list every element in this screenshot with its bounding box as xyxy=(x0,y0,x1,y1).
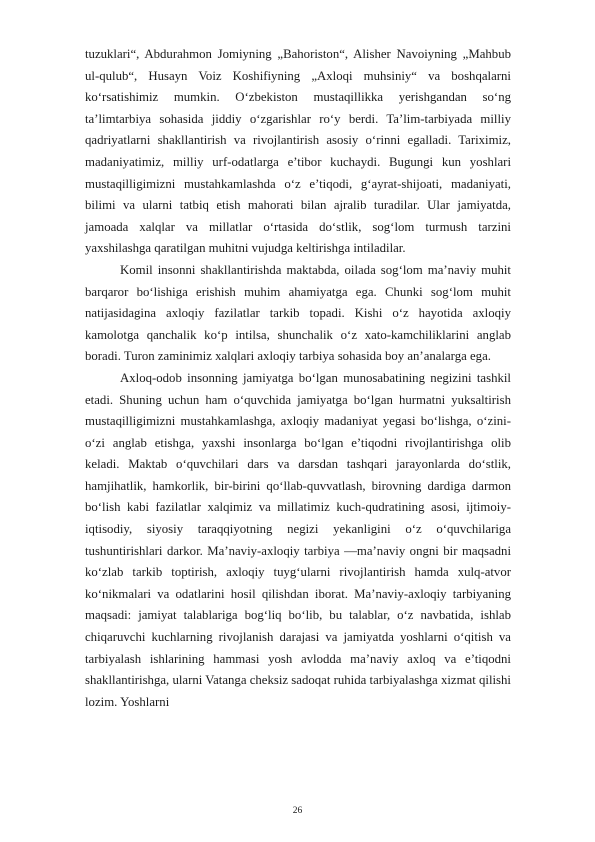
paragraph-axloq-odob: Axloq-odob insonning jamiyatga bo‘lgan munosabatining negizini tashkil etadi. Shuning uchun ham o‘quvchida jamiyatga bo‘lgan hurmatni yuksaltirish mustaqilligimizni mustahkamlashga, axloqiy madaniyat yegasi bo‘lishga, o‘zini-o‘zi anglab etishga, yaxshi insonlarga bo‘lgan e’tiqodni rivojlantirishga olib keladi. Maktab o‘quvchilari dars va darsdan tashqari jarayonlarda do‘stlik, hamjihatlik, hamkorlik, bir-birini qo‘llab-quvvatlash, birovning dardiga darmon bo‘lish kabi fazilatlar xalqimiz va millatimiz kuch-qudratining asosi, ijtimoiy-iqtisodiy, siyosiy taraqqiyotning negizi yekanligini o‘z o‘quvchilariga tushuntirishlari darkor. Ma’naviy-axloqiy tarbiya —ma’naviy ongni bir maqsadni ko‘zlab tarkib toptirish, axloqiy tuyg‘ularni rivojlantirish hamda xulq-atvor ko‘nikmalari va odatlarini hosil qilishdan iborat. Ma’naviy-axloqiy tarbiyaning maqsadi: jamiyat talablariga bog‘liq bo‘lib, bu talablar, o‘z navbatida, ishlab chiqaruvchi kuchlarning rivojlanish darajasi va jamiyatda yoshlarni o‘qitish va tarbiyalash ishlarining hammasi yosh avlodda ma’naviy axloq va e’tiqodni shakllantirishga, ularni Vatanga cheksiz sadoqat ruhida tarbiyalashga xizmat qilishi lozim. Yoshlarni xyxy=(85,370,511,709)
document-body xyxy=(85,44,511,713)
paragraph-continuation: tuzuklari“, Abdurahmon Jomiyning „Bahoriston“, Alisher Navoiyning „Mahbub ul-qulub“, Husayn Voiz Koshifiyning „Axloqi muhsiniy“ va boshqalarni ko‘rsatishimiz mumkin. O‘zbekiston mustaqillikka yerishgandan so‘ng ta’limtarbiya sohasida jiddiy o‘zgarishlar ro‘y berdi. Ta’lim-tarbiyada milliy qadriyatlarni shakllantirish va rivojlantirish asosiy o‘rinni egalladi. Tariximiz, madaniyatimiz, milliy urf-odatlarga e’tibor kuchaydi. Bugungi kun yoshlari mustaqilligimizni mustahkamlashda o‘z e’tiqodi, g‘ayrat-shijoati, madaniyati, bilimi va ularni tatbiq etish mahorati bilan ajralib turadilar. Ular jamiyatda, jamoada xalqlar va millatlar o‘rtasida do‘stlik, sog‘lom turmush tarzini yaxshilashga qaratilgan muhitni vujudga keltirishga intiladilar. xyxy=(85,47,511,256)
page-number: 26 xyxy=(292,806,303,816)
paragraph-komil-inson: Komil insonni shakllantirishda maktabda, oilada sog‘lom ma’naviy muhit barqaror bo‘lishiga erishish muhim ahamiyatga ega. Chunki sog‘lom muhit natijasidagina axloqiy fazilatlar tarkib topadi. Kishi o‘z hayotida axloqiy kamolotga qanchalik ko‘p intilsa, shunchalik o‘z xato-kamchiliklarini anglab boradi. Turon zaminimiz xalqlari axloqiy tarbiya sohasida boy an’analarga ega. xyxy=(85,262,511,364)
